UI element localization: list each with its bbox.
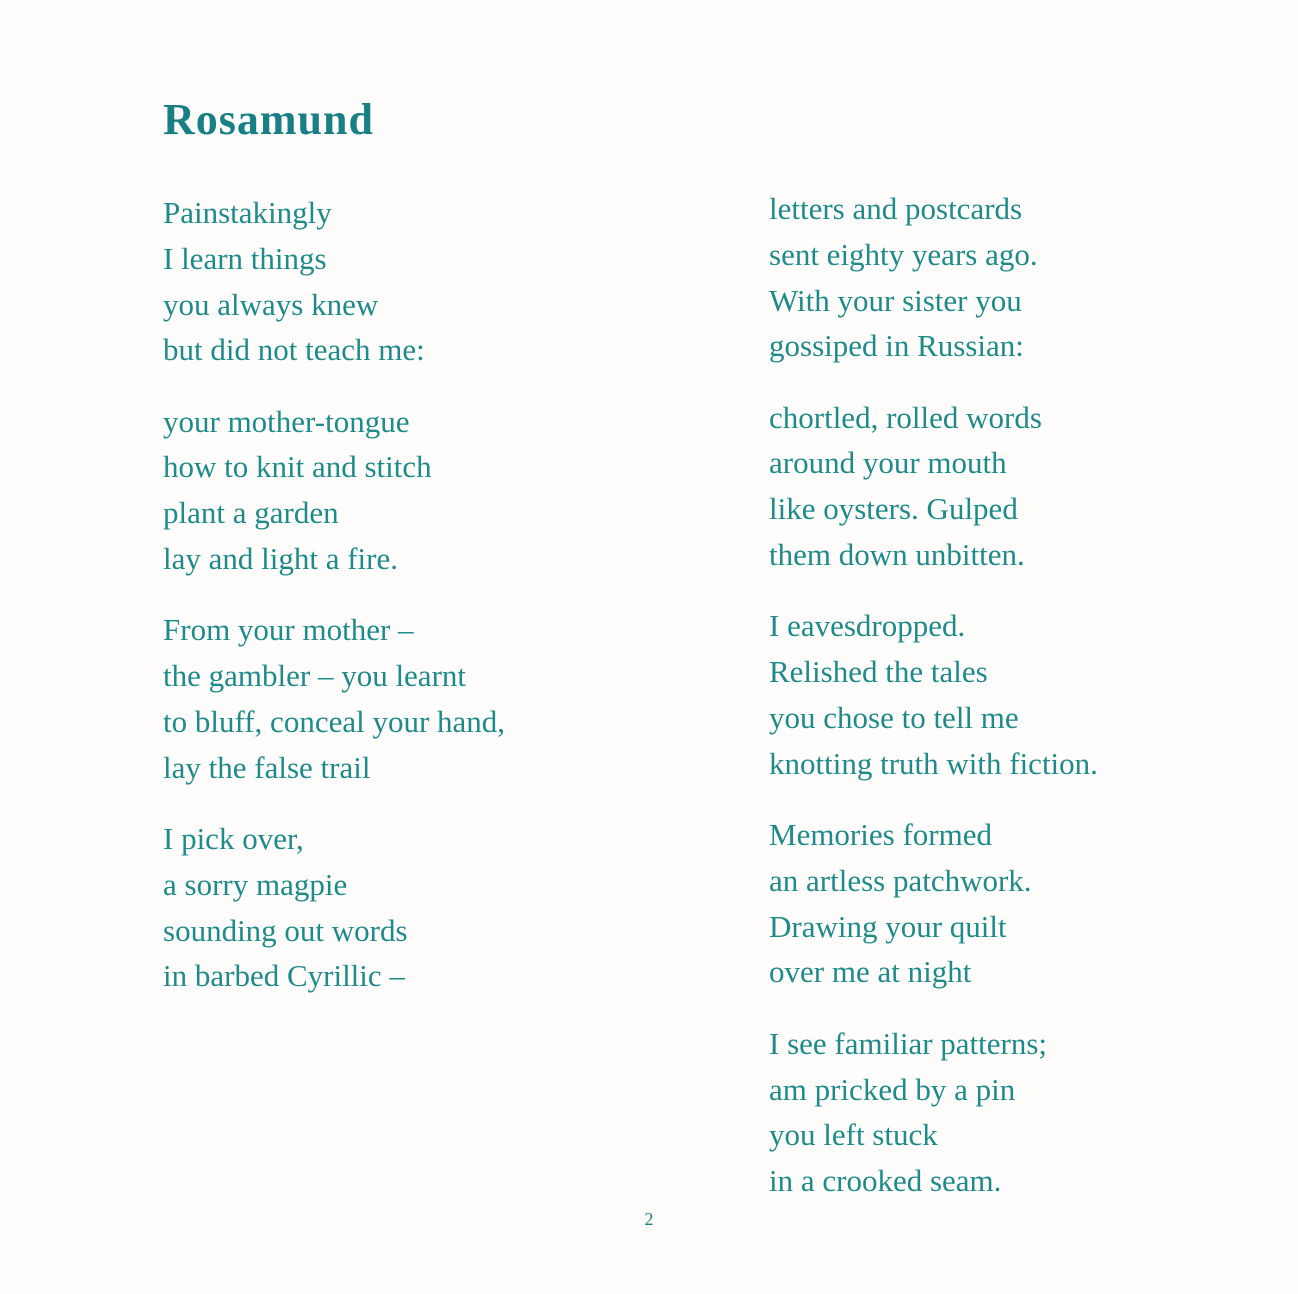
poem-line: in a crooked seam. [769, 1163, 1002, 1199]
poem-line: From your mother – [163, 612, 414, 648]
poem-line: an artless patchwork. [769, 862, 1032, 898]
stanza [769, 395, 1239, 578]
poem-line: over me at night [769, 954, 972, 990]
stanza [163, 816, 633, 999]
poem-line: like oysters. Gulped [769, 491, 1018, 527]
poem-line: sent eighty years ago. [769, 236, 1038, 272]
poem-line: knotting truth with fiction. [769, 745, 1098, 781]
poem-line: sounding out words [163, 912, 408, 948]
poem-line: but did not teach me: [163, 332, 425, 368]
poem-line: lay and light a fire. [163, 541, 398, 577]
stanza [769, 186, 1239, 369]
poem-line: lay the false trail [163, 749, 371, 785]
stanza [769, 1021, 1239, 1204]
poem-line: letters and postcards [769, 191, 1023, 226]
poem-line: I pick over, [163, 821, 304, 857]
poem-line: to bluff, conceal your hand, [163, 703, 506, 739]
poem-column-right [769, 186, 1239, 1229]
page-number: 2 [644, 1209, 654, 1229]
poem-line: Memories formed [769, 817, 992, 853]
poem-line: I eavesdropped. [769, 608, 966, 644]
poem-column-left [163, 190, 633, 1025]
poem-line: how to knit and stitch [163, 449, 432, 485]
poem-line: you left stuck [769, 1117, 938, 1153]
poem-line: Drawing your quilt [769, 908, 1007, 944]
stanza [163, 190, 633, 373]
poem-line: I see familiar patterns; [769, 1025, 1048, 1061]
poem-line: Relished the tales [769, 654, 988, 690]
poem-line: your mother-tongue [163, 403, 410, 439]
poem-line: chortled, rolled words [769, 399, 1042, 435]
poem-title: Rosamund [163, 95, 374, 144]
poem-line: in barbed Cyrillic – [163, 958, 405, 994]
poem-line: the gambler – you learnt [163, 658, 467, 694]
poem-line: Painstakingly [163, 195, 332, 230]
stanza [769, 603, 1239, 786]
poem-line: plant a garden [163, 495, 339, 531]
poem-line: am pricked by a pin [769, 1071, 1016, 1107]
poem-line: around your mouth [769, 445, 1007, 481]
poem-line: With your sister you [769, 282, 1022, 318]
poem-line: gossiped in Russian: [769, 328, 1024, 364]
poem-line: them down unbitten. [769, 537, 1025, 573]
stanza [769, 812, 1239, 995]
poem-line: a sorry magpie [163, 866, 348, 902]
poem-line: you chose to tell me [769, 699, 1019, 735]
stanza [163, 607, 633, 790]
stanza [163, 399, 633, 582]
poem-line: you always knew [163, 286, 379, 322]
poem-line: I learn things [163, 240, 327, 276]
